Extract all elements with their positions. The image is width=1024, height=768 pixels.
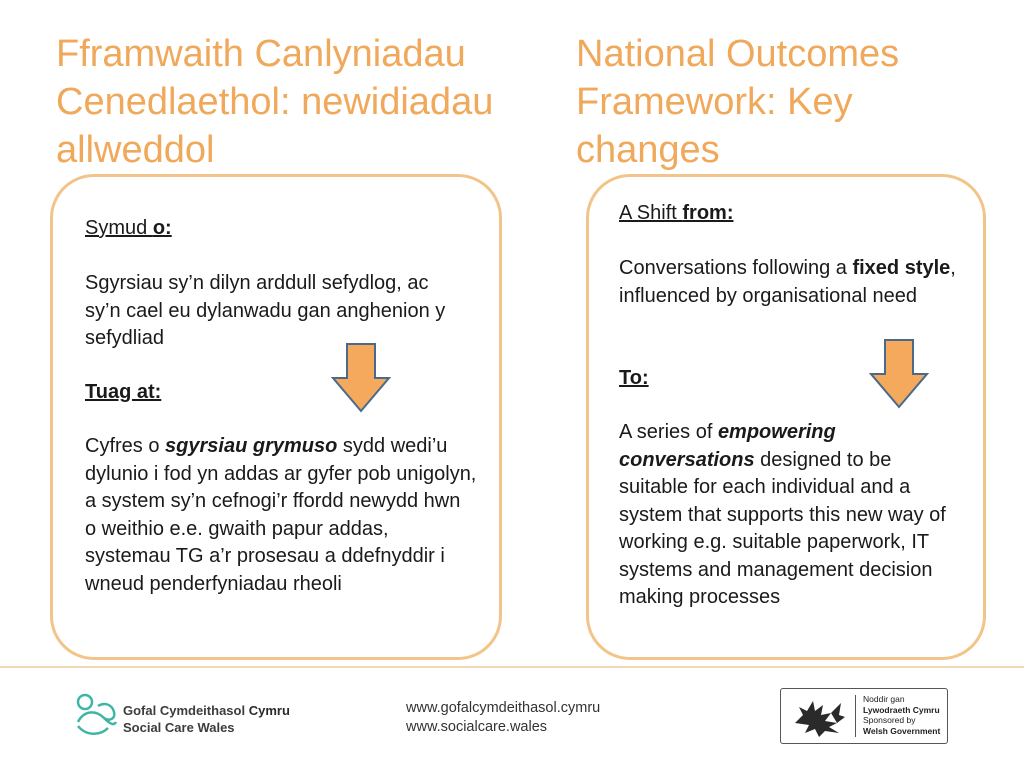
- welsh-from-text: Sgyrsiau sy’n dilyn arddull sefydlog, ac sy’n cael eu dylanwadu gan anghenion y sefydliad: [85, 272, 446, 349]
- welsh-government-badge: [780, 688, 948, 744]
- badge-text: Noddir gan Lywodraeth Cymru Sponsored by Welsh Government: [863, 694, 941, 736]
- down-arrow-icon: [331, 342, 391, 414]
- english-title: National Outcomes Framework: Key changes: [576, 33, 900, 171]
- english-panel: [586, 174, 986, 660]
- footer-divider: [0, 666, 1024, 668]
- english-to-heading: To:: [619, 367, 649, 389]
- logo-line-1: Gofal Cymdeithasol Cymru: [123, 703, 290, 718]
- welsh-from-heading: Symud o:: [85, 217, 172, 239]
- social-care-wales-logo-icon: [74, 692, 118, 738]
- welsh-panel: [50, 174, 502, 660]
- url-welsh[interactable]: www.gofalcymdeithasol.cymru: [406, 700, 601, 716]
- social-care-wales-logo: [74, 692, 290, 738]
- logo-line-2: Social Care Wales: [123, 720, 235, 735]
- badge-separator: [855, 695, 856, 737]
- english-from-heading: A Shift from:: [619, 202, 734, 224]
- welsh-to-heading: Tuag at:: [85, 381, 162, 403]
- welsh-dragon-icon: [789, 693, 849, 739]
- footer-urls: [406, 699, 600, 737]
- welsh-to-text: Cyfres o sgyrsiau grymuso sydd wedi’u dylunio i fod yn addas ar gyfer pob unigolyn, a system sy’n cefnogi’r ffordd newydd hwn o weithio e.e. gwaith papur addas, systemau TG a’r prosesau a ddefnyddir i wneud penderfyniadau rheoli: [85, 435, 477, 595]
- english-from-text: Conversations following a fixed style, influenced by organisational need: [619, 257, 956, 307]
- down-arrow-icon: [869, 338, 929, 410]
- url-english[interactable]: www.socialcare.wales: [406, 719, 548, 735]
- welsh-title: Fframwaith Canlyniadau Cenedlaethol: newidiadau allweddol: [56, 33, 494, 171]
- english-to-text: A series of empowering conversations designed to be suitable for each individual and a system that supports this new way of working e.g. suitable paperwork, IT systems and management decision making processes: [619, 421, 946, 608]
